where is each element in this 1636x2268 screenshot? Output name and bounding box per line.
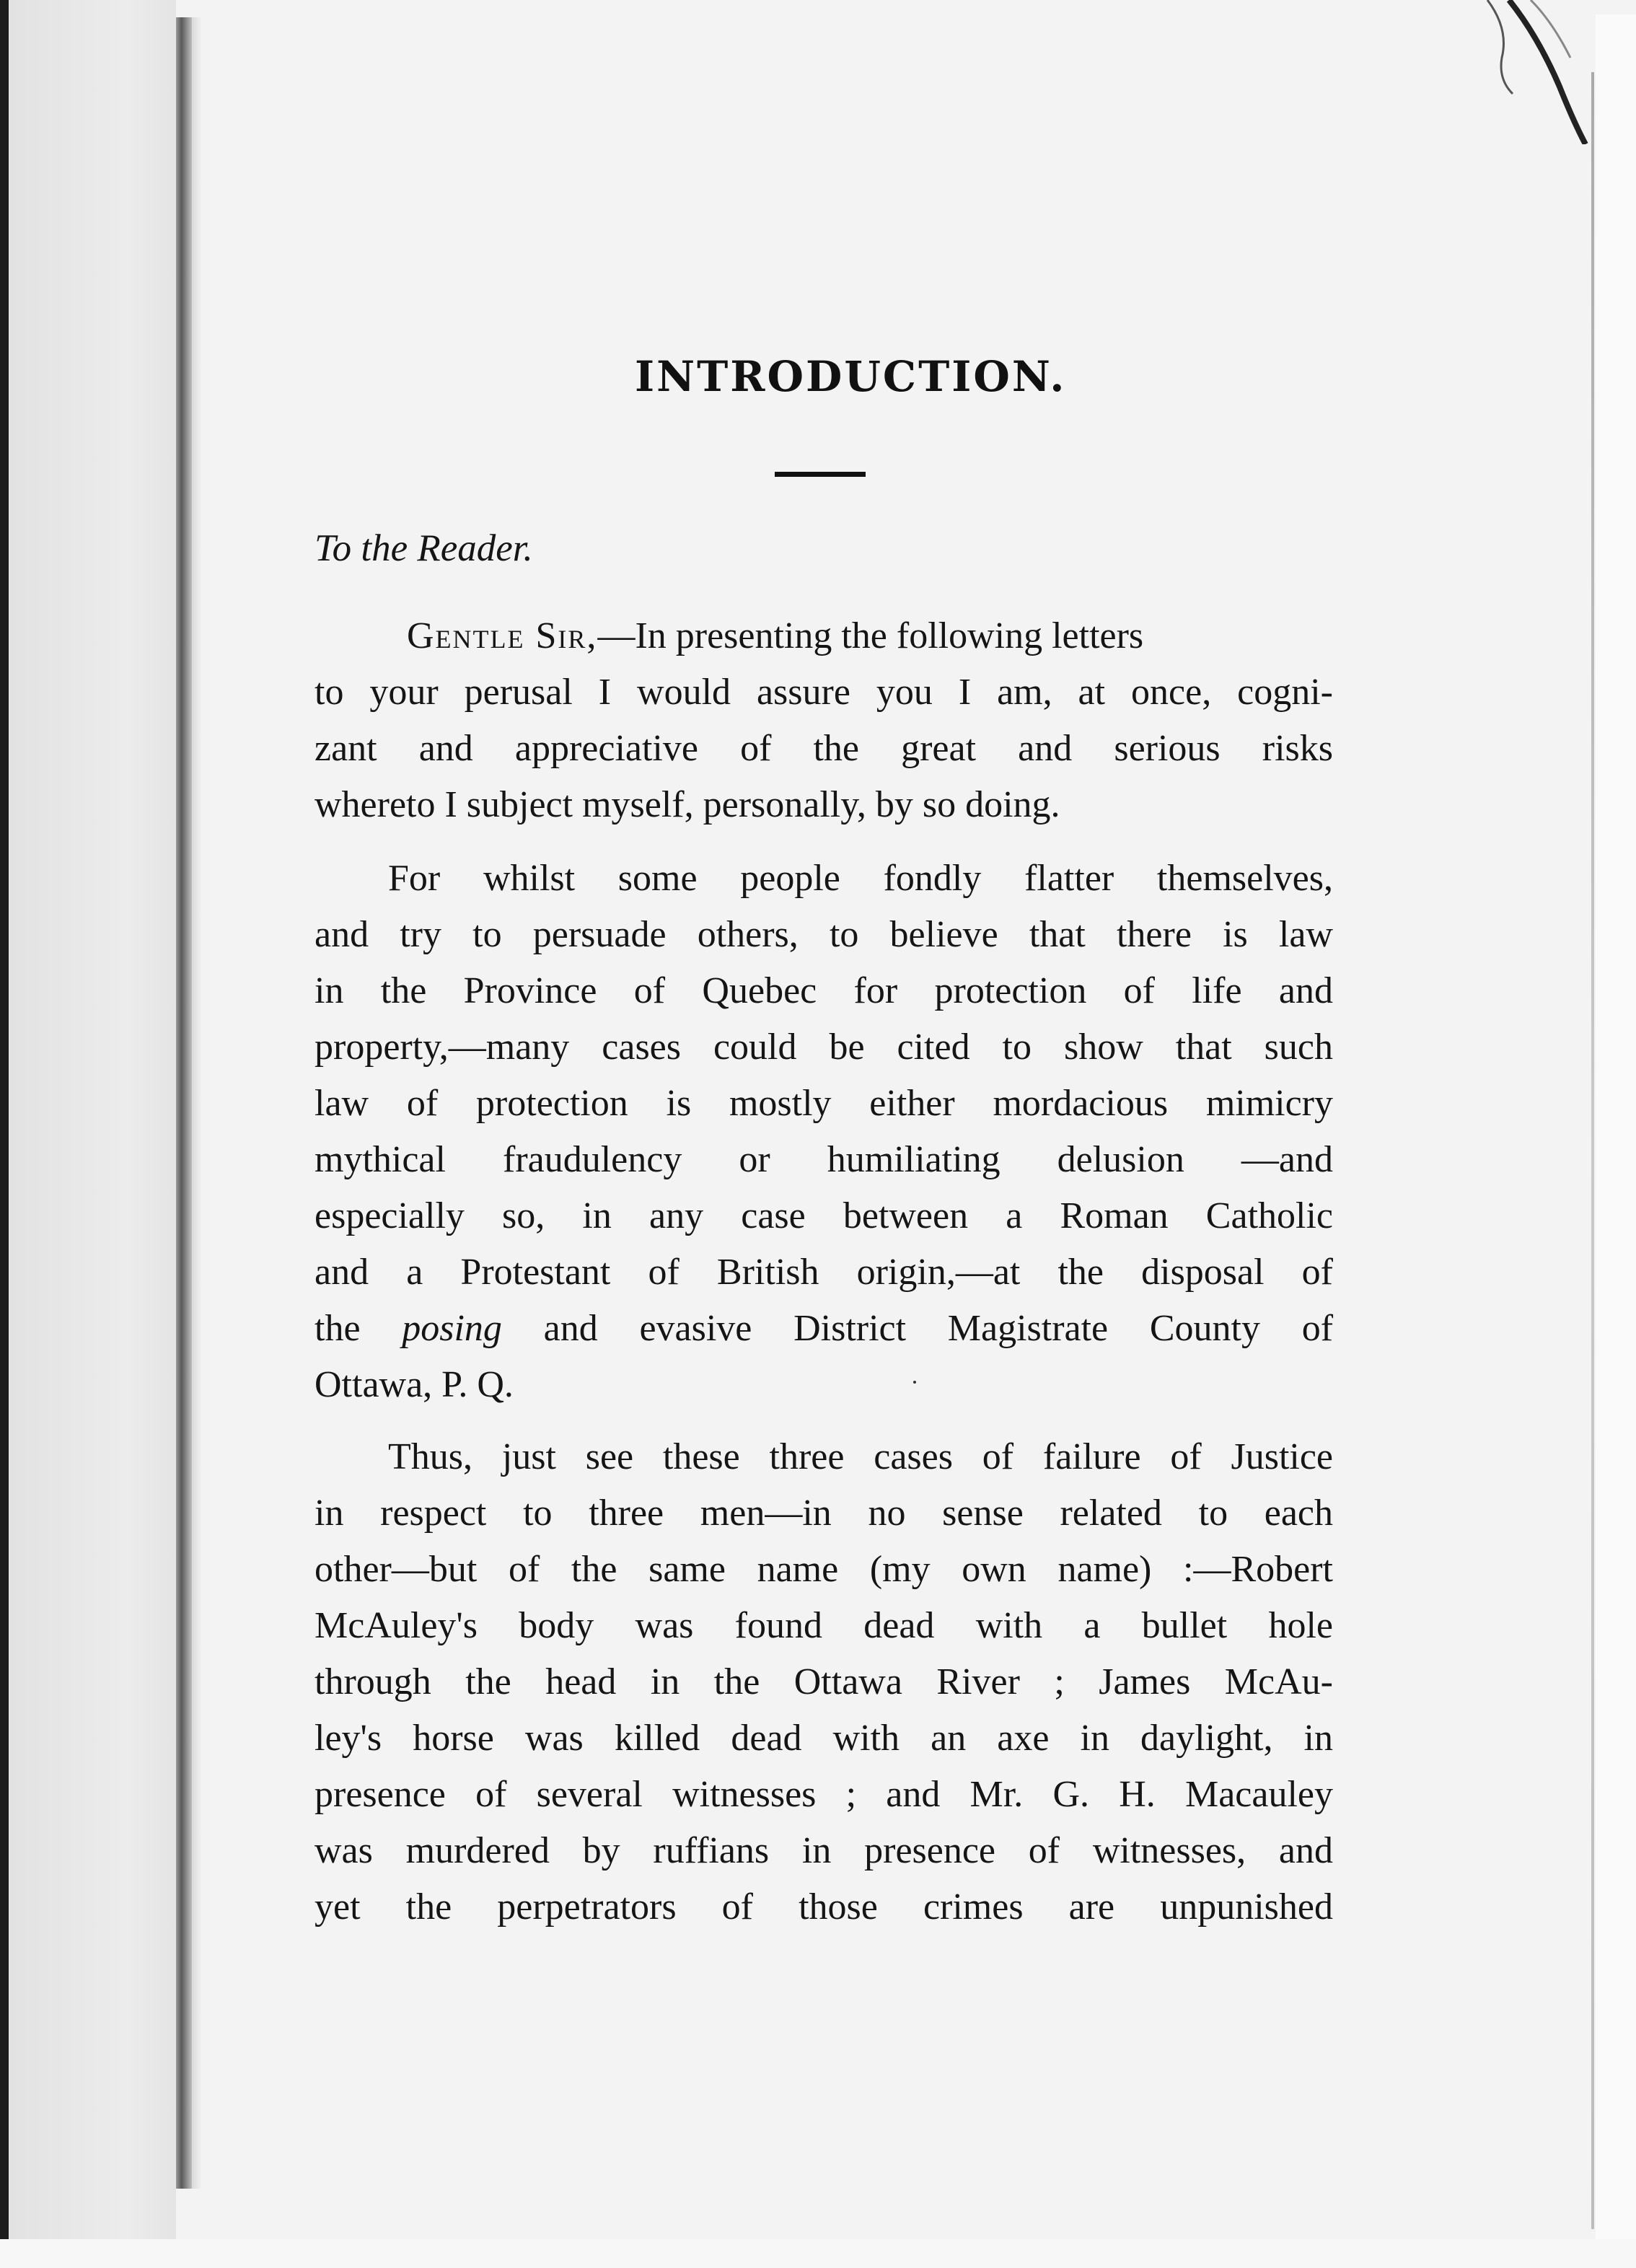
p1-line-1-rest: —In presenting the following letters (597, 615, 1144, 656)
p2-line-9-b: and evasive District Magistrate County of (501, 1308, 1334, 1349)
p2-line-10: Ottawa, P. Q. (315, 1364, 514, 1405)
p3-line-6: ley's horse was killed dead with an axe in daylight, in (315, 1718, 1333, 1759)
p2-line-9 (315, 1307, 1333, 1350)
facing-page-margin (9, 0, 176, 2268)
p1-line-1 (407, 615, 1333, 658)
p2-line-8: and a Protestant of British origin,—at the disposal of (315, 1252, 1333, 1293)
p2-line-7: especially so, in any case between a Roman Catholic (315, 1195, 1333, 1236)
p1-line-4: whereto I subject myself, personally, by so doing. (315, 784, 1060, 825)
page-bottom-edge (0, 2239, 1636, 2268)
p2-line-1: For whilst some people fondly flatter themselves, (388, 858, 1333, 899)
page-right-edge (1596, 14, 1636, 2268)
page-right-border (1591, 72, 1594, 2229)
scan-left-edge (0, 0, 9, 2268)
p1-line-3: zant and appreciative of the great and serious risks (315, 728, 1333, 769)
p3-line-7: presence of several witnesses ; and Mr. G. H. Macauley (315, 1774, 1333, 1815)
salutation: To the Reader. (315, 527, 533, 569)
p2-line-4: property,—many cases could be cited to show that such (315, 1027, 1333, 1068)
p3-line-4: McAuley's body was found dead with a bullet hole (315, 1605, 1333, 1646)
p3-line-9: yet the perpetrators of those crimes are unpunished (315, 1886, 1333, 1928)
book-gutter (176, 17, 192, 2189)
p1-line-2: to your perusal I would assure you I am, at once, cogni- (315, 672, 1333, 713)
p3-line-2: in respect to three men—in no sense related to each (315, 1493, 1333, 1534)
p2-line-6: mythical fraudulency or humiliating delusion —and (315, 1139, 1333, 1180)
heading-rule (775, 472, 866, 477)
p2-line-9-a: the (315, 1308, 403, 1349)
page-corner-curl (1459, 0, 1603, 144)
p2-line-5: law of protection is mostly either mordacious mimicry (315, 1083, 1333, 1124)
page-heading: INTRODUCTION. (635, 352, 1067, 401)
p3-line-3: other—but of the same name (my own name) :—Robert (315, 1549, 1333, 1590)
gutter-shadow (192, 17, 202, 2189)
p2-line-3: in the Province of Quebec for protection of life and (315, 970, 1333, 1011)
p2-line-2: and try to persuade others, to believe that there is law (315, 914, 1333, 955)
p1-smallcaps-lead: Gentle Sir, (407, 615, 598, 656)
p3-line-5: through the head in the Ottawa River ; James McAu- (315, 1661, 1333, 1702)
p3-line-8: was murdered by ruffians in presence of witnesses, and (315, 1830, 1333, 1871)
p3-line-1: Thus, just see these three cases of failure of Justice (388, 1436, 1333, 1477)
ink-speck (913, 1381, 916, 1384)
p2-italic-posing: posing (402, 1308, 502, 1349)
